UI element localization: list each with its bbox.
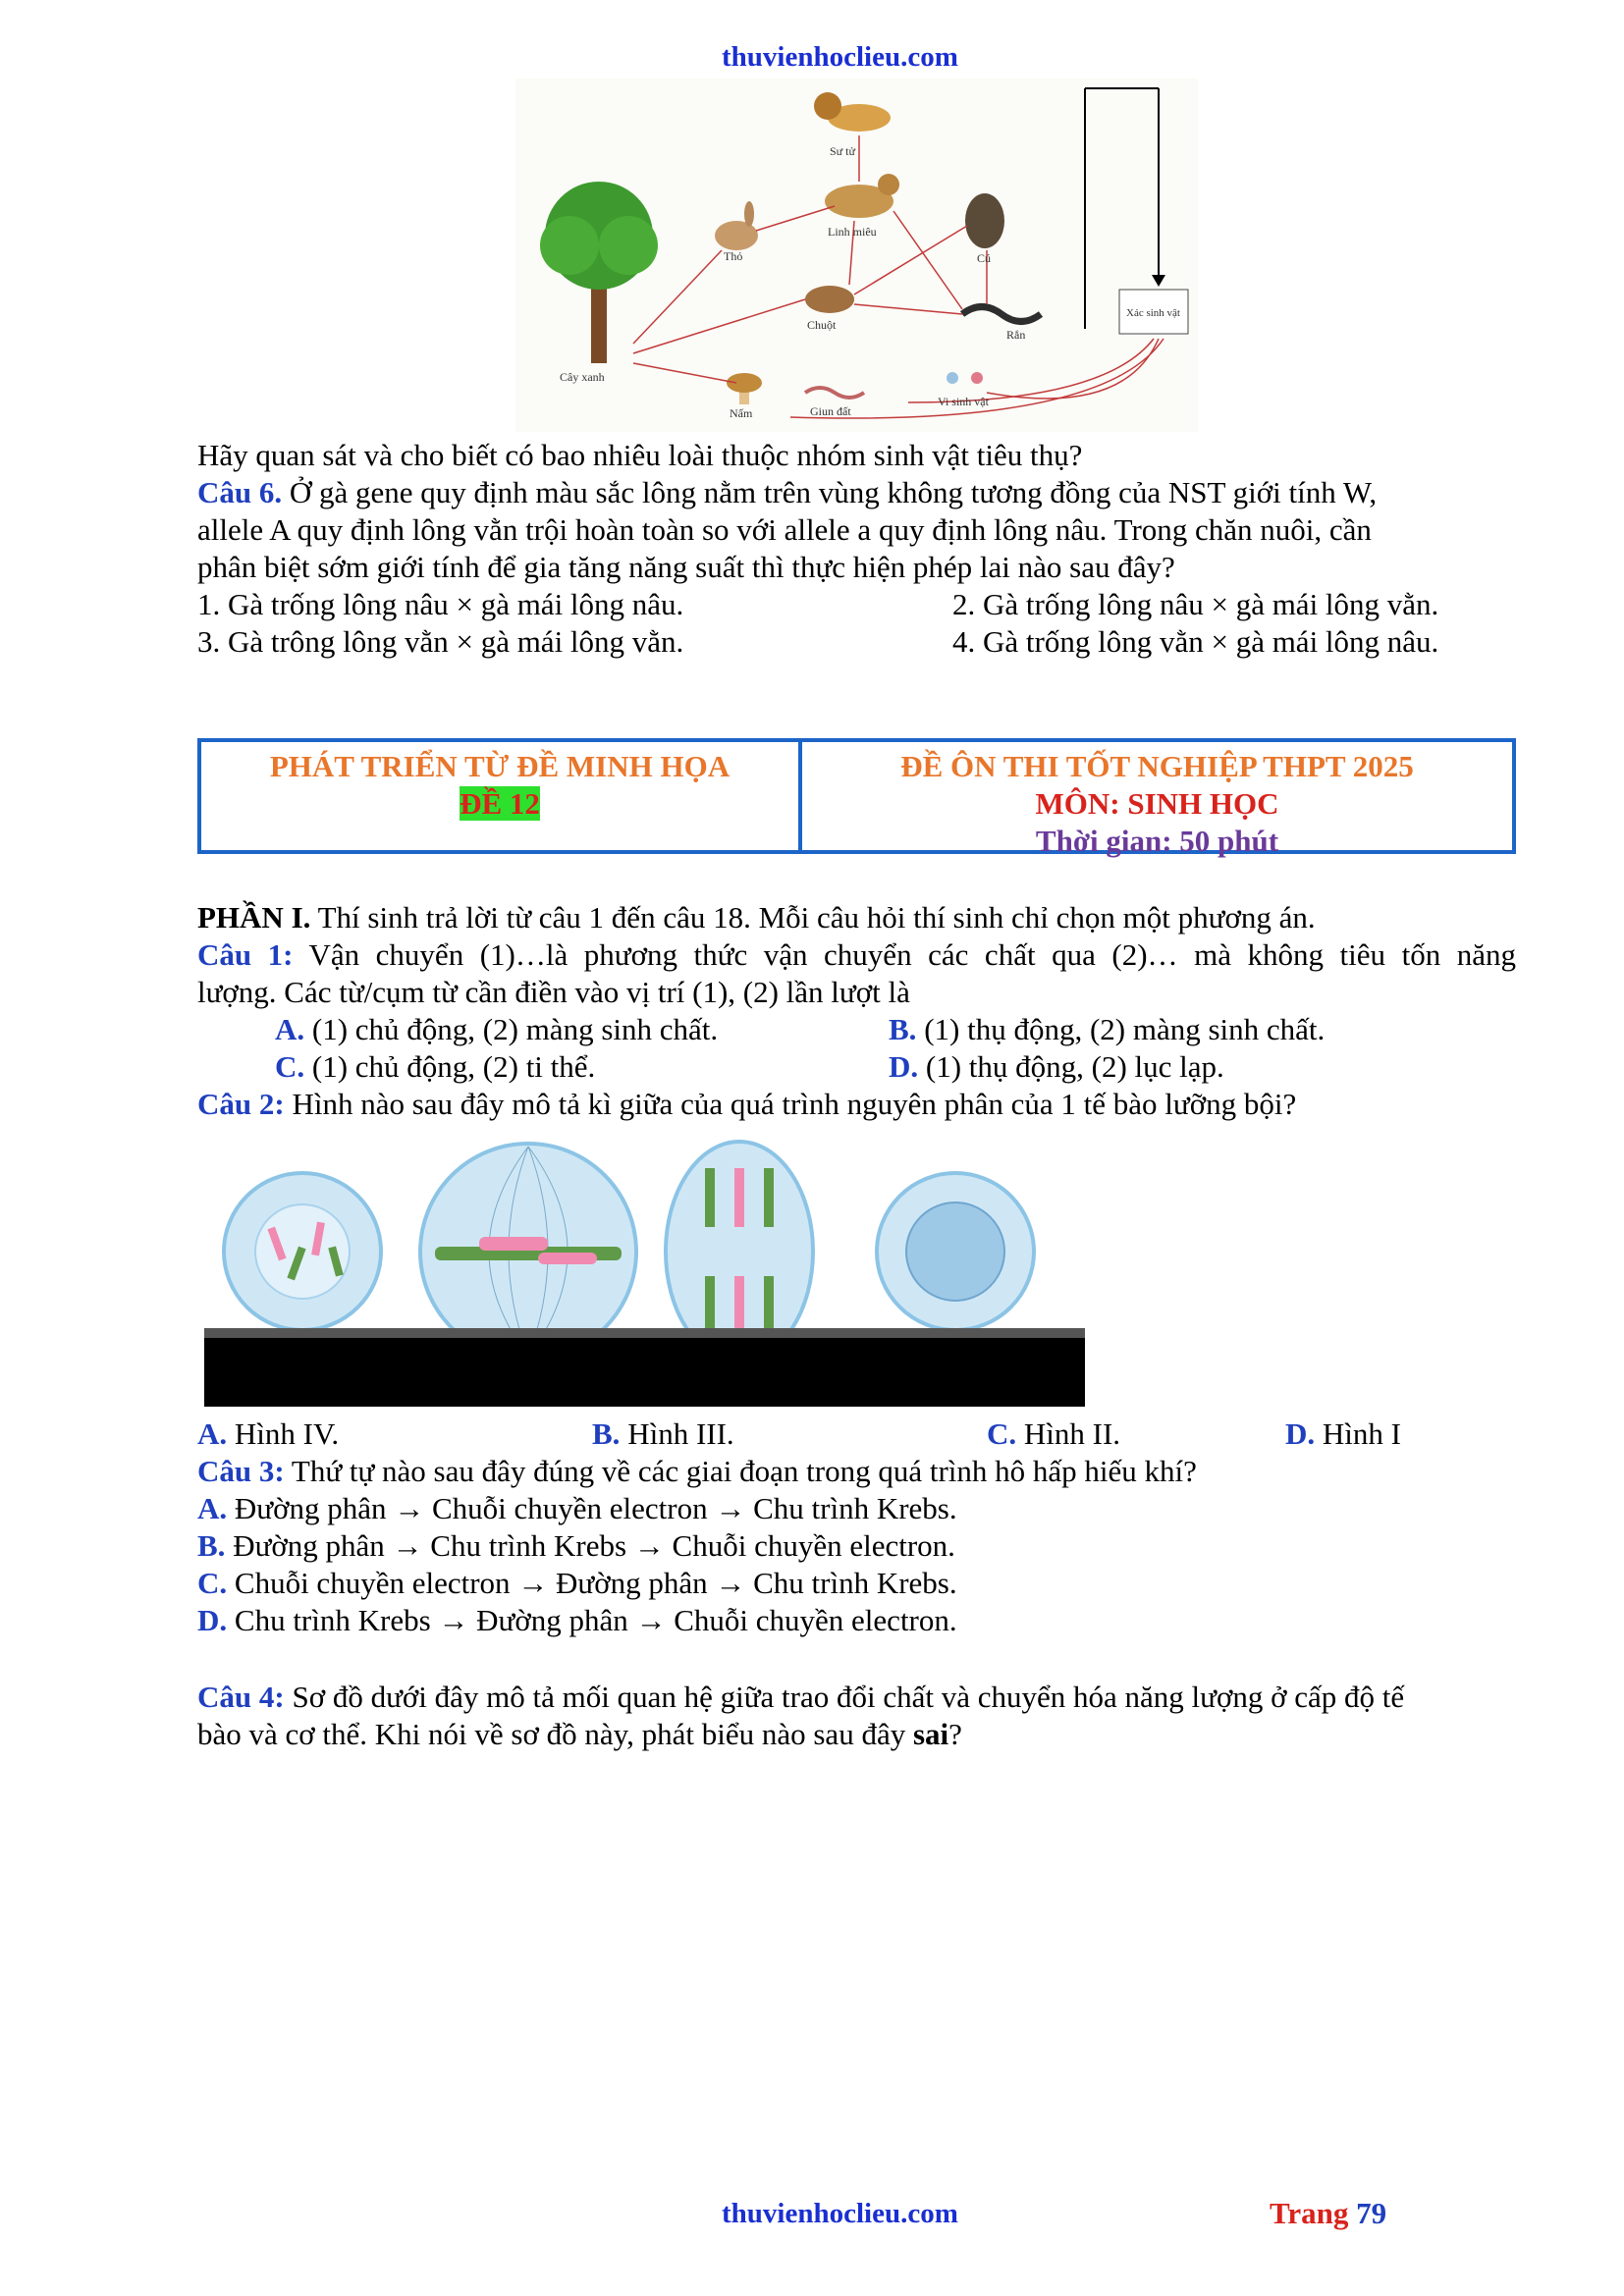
label-microbe: Vi sinh vật xyxy=(938,395,989,408)
mitosis-figure xyxy=(204,1129,1085,1407)
q1-line-1: Câu 1: Vận chuyển (1)…là phương thức vận chuyển các chất qua (2)… mà không tiêu tốn năng xyxy=(197,937,1516,972)
q1-option-b: B. (1) thụ động, (2) màng sinh chất. xyxy=(889,1012,1326,1046)
q6-option-4: 4. Gà trống lông vằn × gà mái lông nâu. xyxy=(952,624,1439,659)
q4-label: Câu 4: xyxy=(197,1680,285,1714)
q1-label: Câu 1: xyxy=(197,937,294,972)
q5-question-text: Hãy quan sát và cho biết có bao nhiêu loài thuộc nhóm sinh vật tiêu thụ? xyxy=(197,438,1083,472)
exam-subject: MÔN: SINH HỌC xyxy=(1035,786,1279,821)
q6-line-2: allele A quy định lông vằn trội hoàn toàn so với allele a quy định lông nâu. Trong chăn nuôi, cần xyxy=(197,512,1372,547)
q3-option-c: C. Chuỗi chuyền electron → Đường phân → Chu trình Krebs. xyxy=(197,1566,957,1600)
exam-header-right xyxy=(802,742,1512,858)
food-web-figure xyxy=(515,79,1198,432)
label-mouse: Chuột xyxy=(807,318,837,332)
cell-interphase xyxy=(877,1173,1034,1330)
q6-option-3: 3. Gà trông lông vằn × gà mái lông vằn. xyxy=(197,624,684,659)
part1-instructions: PHẦN I. Thí sinh trả lời từ câu 1 đến câu 18. Mỗi câu hỏi thí sinh chỉ chọn một phương án. xyxy=(197,900,1316,934)
q2-option-b: B. Hình III. xyxy=(592,1416,734,1451)
exam-source: PHÁT TRIỂN TỪ ĐỀ MINH HỌA xyxy=(269,749,731,783)
q1-line-2: lượng. Các từ/cụm từ cần điền vào vị trí (1), (2) lần lượt là xyxy=(197,975,910,1009)
q3-label: Câu 3: xyxy=(197,1454,285,1488)
q3-question: Câu 3: Thứ tự nào sau đây đúng về các giai đoạn trong quá trình hô hấp hiếu khí? xyxy=(197,1454,1197,1488)
label-worm: Giun đất xyxy=(810,404,851,418)
exam-duration: Thời gian: 50 phút xyxy=(1035,824,1279,858)
q2-question: Câu 2: Hình nào sau đây mô tả kì giữa của quá trình nguyên phân của 1 tế bào lưỡng bội? xyxy=(197,1087,1297,1121)
exam-title: ĐỀ ÔN THI TỐT NGHIỆP THPT 2025 xyxy=(900,749,1414,783)
mouse-icon xyxy=(805,286,854,313)
page-number: Trang 79 xyxy=(1270,2196,1387,2230)
owl-icon xyxy=(965,193,1004,248)
q3-option-d: D. Chu trình Krebs → Đường phân → Chuỗi chuyền electron. xyxy=(197,1603,957,1637)
q2-label: Câu 2: xyxy=(197,1087,285,1121)
q1-option-c: C. (1) chủ động, (2) ti thể. xyxy=(275,1049,596,1084)
exam-header-table xyxy=(197,738,1516,858)
label-rabbit: Thỏ xyxy=(724,249,743,263)
q2-option-d: D. Hình I xyxy=(1285,1416,1401,1451)
header-site-name: thuvienhoclieu.com xyxy=(722,41,958,73)
q2-option-a: A. Hình IV. xyxy=(197,1416,340,1451)
q6-option-1: 1. Gà trống lông nâu × gà mái lông nâu. xyxy=(197,587,684,621)
q6-line-3: phân biệt sớm giới tính để gia tăng năng suất thì thực hiện phép lai nào sau đây? xyxy=(197,550,1175,584)
footer-site-name: thuvienhoclieu.com xyxy=(722,2198,958,2229)
q1-option-a: A. (1) chủ động, (2) màng sinh chất. xyxy=(275,1012,719,1046)
label-corpse: Xác sinh vật xyxy=(1126,307,1180,319)
label-mushroom: Nấm xyxy=(730,406,753,420)
cell-metaphase xyxy=(420,1144,636,1360)
label-tree: Cây xanh xyxy=(560,370,605,384)
q1-option-d: D. (1) thụ động, (2) lục lạp. xyxy=(889,1049,1224,1084)
exam-number: ĐỀ 12 xyxy=(460,786,540,821)
q6-option-2: 2. Gà trống lông nâu × gà mái lông vằn. xyxy=(952,587,1439,621)
label-snake: Rắn xyxy=(1006,328,1026,342)
q4-line-2: bào và cơ thể. Khi nói về sơ đồ này, phát biểu nào sau đây sai? xyxy=(197,1717,962,1751)
q4-line-1: Câu 4: Sơ đồ dưới đây mô tả mối quan hệ giữa trao đổi chất và chuyển hóa năng lượng ở cấp độ tế xyxy=(197,1680,1405,1714)
q6-line-1: Câu 6. Ở gà gene quy định màu sắc lông nằm trên vùng không tương đồng của NST giới tính W, xyxy=(197,475,1378,509)
label-lynx: Linh miêu xyxy=(828,225,877,239)
label-owl: Cú xyxy=(977,251,992,265)
q2-option-c: C. Hình II. xyxy=(987,1416,1121,1451)
q3-option-a: A. Đường phân → Chuỗi chuyền electron → Chu trình Krebs. xyxy=(197,1491,957,1525)
label-lion: Sư tử xyxy=(830,144,856,158)
exam-header-left xyxy=(201,742,802,850)
cell-prophase xyxy=(224,1173,381,1330)
q3-option-b: B. Đường phân → Chu trình Krebs → Chuỗi chuyền electron. xyxy=(197,1528,955,1563)
q6-label: Câu 6. xyxy=(197,475,283,509)
